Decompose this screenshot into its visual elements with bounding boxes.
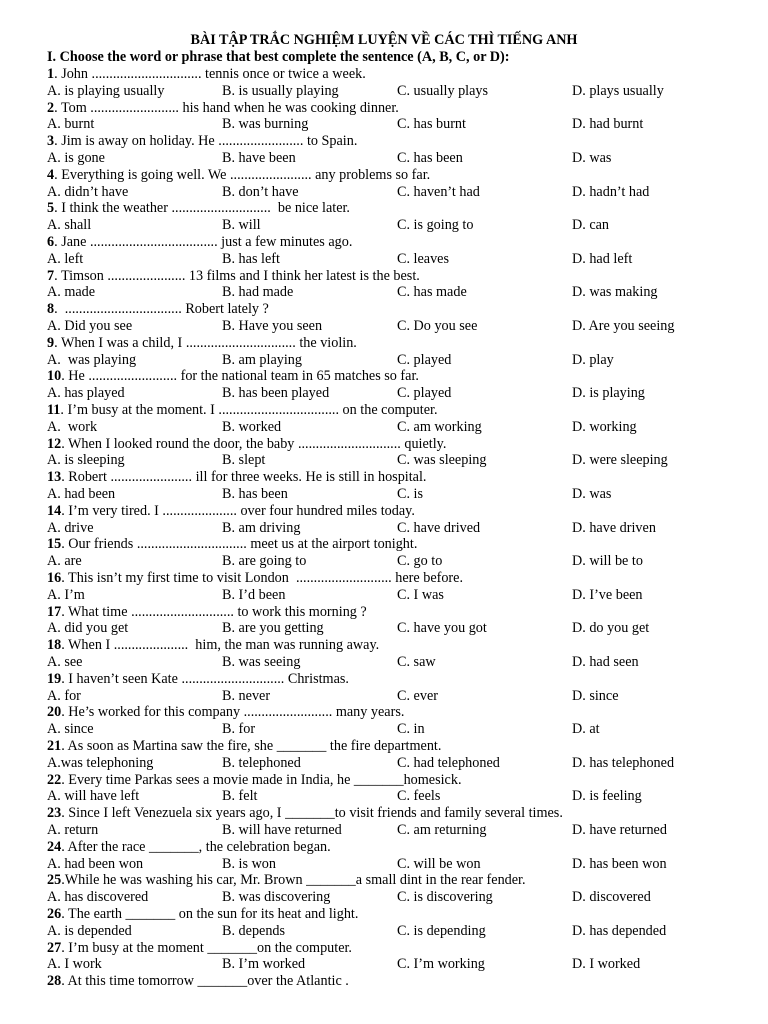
option-a[interactable]: A. I work: [47, 956, 102, 973]
question-stem: [47, 469, 426, 486]
question-text: The earth _______ on the sun for its heat and light.: [68, 906, 359, 922]
question-number: 18: [47, 637, 62, 654]
question-number: 16: [47, 570, 62, 586]
option-c[interactable]: C. usually plays: [397, 82, 489, 99]
question-text: Jane .................................... just a few minutes ago.: [61, 234, 353, 250]
question-number: 25: [47, 872, 62, 889]
answer-options: [0, 318, 768, 335]
question-number: 28: [47, 973, 62, 990]
question-separator: .: [61, 536, 69, 553]
question-separator: .: [54, 200, 62, 217]
question-stem: [47, 872, 526, 889]
option-b[interactable]: B. worked: [222, 418, 282, 435]
question-text: When I was a child, I ............................... the violin.: [60, 334, 357, 351]
question-separator: .: [61, 637, 69, 654]
question-number: 26: [47, 906, 62, 922]
question-separator: .: [54, 234, 62, 250]
question-stem: [47, 436, 446, 453]
question-text: While he was washing his car, Mr. Brown _______a small dint in the rear fender.: [64, 872, 526, 889]
question-text: Jim is away on holiday. He ........................ to Spain.: [61, 133, 358, 150]
question-stem: [47, 200, 350, 217]
answer-options: [0, 486, 768, 503]
question-text: Everything is going well. We ....................... any problems so far.: [61, 166, 431, 183]
worksheet-title: BÀI TẬP TRẮC NGHIỆM LUYỆN VỀ CÁC THÌ TIẾNG ANH: [190, 32, 578, 48]
option-a[interactable]: A. is depended: [47, 922, 132, 939]
option-d[interactable]: D. at: [572, 721, 600, 738]
question-text: I’m very tired. I ..................... over four hundred miles today.: [68, 502, 415, 519]
option-d[interactable]: D. has depended: [572, 922, 667, 939]
option-c[interactable]: C. am working: [397, 418, 482, 435]
question-number: 13: [47, 469, 62, 486]
question-separator: .: [61, 670, 69, 687]
answer-options: [0, 755, 768, 772]
question-number: 8: [47, 301, 55, 318]
option-a[interactable]: A. has discovered: [47, 889, 149, 906]
question-separator: .: [61, 973, 68, 990]
option-a[interactable]: A. shall: [47, 217, 92, 234]
option-d[interactable]: D. had left: [572, 250, 633, 267]
answer-options: [0, 419, 768, 436]
question-stem: [47, 66, 366, 83]
option-d[interactable]: D. Are you seeing: [572, 318, 675, 334]
question-stem: [47, 268, 420, 285]
question-stem: [47, 536, 417, 553]
question-number: 11: [47, 402, 61, 418]
option-c[interactable]: C. haven’t had: [397, 183, 480, 200]
option-c[interactable]: C. played: [397, 351, 452, 368]
option-b[interactable]: B. is usually playing: [222, 82, 339, 99]
option-d[interactable]: D. working: [572, 418, 637, 435]
option-c[interactable]: C. saw: [397, 654, 436, 670]
option-c[interactable]: C. am returning: [397, 822, 487, 838]
option-c[interactable]: C. is depending: [397, 922, 486, 939]
answer-options: [0, 889, 768, 906]
option-a[interactable]: A. will have left: [47, 788, 140, 805]
question-text: What time ............................. to work this morning ?: [68, 603, 367, 620]
question-text: At this time tomorrow _______over the Atlantic .: [67, 973, 349, 990]
option-c[interactable]: C. I’m working: [397, 956, 485, 973]
question-text: Since I left Venezuela six years ago, I _______to visit friends and family several times.: [68, 805, 563, 822]
question-separator: .: [54, 166, 62, 183]
answer-options: [0, 251, 768, 268]
option-b[interactable]: B. Have you seen: [222, 318, 323, 334]
option-a[interactable]: A. had been: [47, 486, 116, 502]
answer-options: [0, 654, 768, 671]
option-a[interactable]: A.was telephoning: [47, 754, 154, 771]
option-a[interactable]: A. burnt: [47, 116, 95, 133]
answer-options: [0, 587, 768, 604]
question-separator: .: [61, 570, 69, 586]
question-text: ................................. Robert lately ?: [64, 301, 269, 318]
question-separator: .: [61, 939, 69, 956]
question-text: When I looked round the door, the baby ............................. quietly.: [68, 435, 447, 452]
option-b[interactable]: B. I’m worked: [222, 956, 306, 973]
question-separator: .: [54, 267, 61, 284]
question-separator: .: [61, 738, 68, 754]
question-number: 24: [47, 838, 62, 855]
question-separator: .: [61, 469, 69, 486]
question-separator: .: [61, 872, 65, 889]
question-number: 22: [47, 771, 62, 788]
question-number: 7: [47, 267, 55, 284]
question-number: 9: [47, 334, 55, 351]
answer-options: [0, 116, 768, 133]
option-c[interactable]: C. played: [397, 385, 452, 402]
answer-options: [0, 620, 768, 637]
question-number: 12: [47, 435, 62, 452]
option-b[interactable]: B. was burning: [222, 116, 309, 133]
option-d[interactable]: D. has telephoned: [572, 754, 675, 771]
option-c[interactable]: C. had telephoned: [397, 754, 500, 771]
question-separator: .: [61, 502, 69, 519]
question-separator: .: [54, 334, 61, 351]
option-c[interactable]: C. has been: [397, 150, 463, 166]
answer-options: [0, 385, 768, 402]
answer-options: [0, 553, 768, 570]
option-c[interactable]: C. was sleeping: [397, 452, 487, 469]
question-stem: [47, 402, 438, 419]
question-separator: .: [61, 771, 69, 788]
option-b[interactable]: B. am driving: [222, 519, 301, 536]
option-b[interactable]: B. felt: [222, 788, 258, 805]
option-a[interactable]: A. for: [47, 687, 81, 704]
option-a[interactable]: A. did you get: [47, 620, 129, 637]
option-c[interactable]: C. feels: [397, 788, 441, 805]
question-text: When I ..................... him, the man was running away.: [68, 637, 380, 654]
question-text: Our friends ............................... meet us at the airport tonight.: [68, 536, 418, 553]
question-number: 3: [47, 133, 55, 150]
question-number: 21: [47, 738, 62, 754]
answer-options: [0, 83, 768, 100]
option-b[interactable]: B. has left: [222, 250, 280, 267]
option-d[interactable]: D. is feeling: [572, 788, 642, 805]
question-separator: .: [54, 301, 65, 318]
question-number: 4: [47, 166, 55, 183]
option-a[interactable]: A. I’m: [47, 586, 85, 603]
question-stem: [47, 671, 349, 688]
option-a[interactable]: A. since: [47, 721, 94, 738]
question-number: 20: [47, 704, 62, 721]
question-text: This isn’t my first time to visit London ........................... here before.: [68, 570, 464, 586]
option-b[interactable]: B. depends: [222, 922, 286, 939]
option-a[interactable]: A. made: [47, 284, 96, 301]
option-d[interactable]: D. since: [572, 687, 619, 704]
option-d[interactable]: D. was: [572, 150, 612, 166]
option-a[interactable]: A. is playing usually: [47, 82, 165, 99]
answer-options: [0, 352, 768, 369]
option-b[interactable]: B. slept: [222, 452, 266, 469]
option-b[interactable]: B. had made: [222, 284, 294, 301]
option-b[interactable]: B. was seeing: [222, 654, 301, 670]
question-number: 23: [47, 805, 62, 822]
option-c[interactable]: C. has burnt: [397, 116, 466, 133]
option-a[interactable]: A. is gone: [47, 150, 105, 166]
question-text: I’m busy at the moment _______on the computer.: [68, 939, 352, 956]
option-d[interactable]: D. had seen: [572, 654, 639, 670]
option-a[interactable]: A. see: [47, 654, 83, 670]
option-d[interactable]: D. has been won: [572, 855, 667, 872]
question-stem: [47, 940, 352, 957]
option-d[interactable]: D. were sleeping: [572, 452, 668, 469]
option-b[interactable]: B. telephoned: [222, 754, 301, 771]
option-d[interactable]: D. I’ve been: [572, 586, 643, 603]
option-a[interactable]: A. Did you see: [47, 318, 133, 334]
question-number: 10: [47, 368, 62, 385]
option-b[interactable]: B. have been: [222, 150, 296, 166]
question-separator: .: [54, 133, 62, 150]
option-d[interactable]: D. can: [572, 217, 610, 234]
question-stem: [47, 368, 419, 385]
answer-options: [0, 856, 768, 873]
question-separator: .: [61, 603, 69, 620]
section-instruction: I. Choose the word or phrase that best complete the sentence (A, B, C, or D):: [47, 49, 510, 65]
answer-options: [0, 956, 768, 973]
question-number: 27: [47, 939, 62, 956]
question-separator: .: [54, 99, 61, 116]
option-a[interactable]: A. work: [47, 418, 98, 435]
question-text: I haven’t seen Kate ............................. Christmas.: [68, 670, 349, 687]
option-b[interactable]: B. will have returned: [222, 822, 342, 838]
question-number: 15: [47, 536, 62, 553]
option-d[interactable]: D. is playing: [572, 385, 645, 402]
answer-options: [0, 150, 768, 167]
option-c[interactable]: C. Do you see: [397, 318, 478, 334]
option-b[interactable]: B. is won: [222, 855, 276, 872]
option-b[interactable]: B. I’d been: [222, 586, 286, 603]
question-stem: [47, 973, 349, 990]
option-a[interactable]: A. was playing: [47, 351, 137, 368]
option-d[interactable]: D. discovered: [572, 889, 651, 906]
option-c[interactable]: C. will be won: [397, 855, 481, 872]
question-stem: [47, 704, 404, 721]
answer-options: [0, 452, 768, 469]
question-text: He’s worked for this company ......................... many years.: [68, 704, 405, 721]
question-stem: [47, 133, 357, 150]
question-stem: [47, 738, 441, 755]
question-separator: .: [61, 368, 69, 385]
option-c[interactable]: C. in: [397, 721, 425, 738]
question-stem: [47, 335, 357, 352]
option-b[interactable]: B. am playing: [222, 351, 302, 368]
option-d[interactable]: D. do you get: [572, 620, 650, 637]
answer-options: [0, 721, 768, 738]
question-text: Timson ...................... 13 films and I think her latest is the best.: [60, 267, 420, 284]
option-b[interactable]: B. don’t have: [222, 183, 299, 200]
option-d[interactable]: D. plays usually: [572, 82, 664, 99]
option-c[interactable]: C. have drived: [397, 519, 481, 536]
question-stem: [47, 167, 430, 184]
option-c[interactable]: C. has made: [397, 284, 467, 301]
question-stem: [47, 301, 269, 318]
answer-options: [0, 688, 768, 705]
option-d[interactable]: D. was: [572, 486, 612, 502]
option-a[interactable]: A. is sleeping: [47, 452, 125, 469]
answer-options: [0, 184, 768, 201]
question-text: I think the weather ............................ be nice later.: [61, 200, 350, 217]
answer-options: [0, 520, 768, 537]
question-stem: [47, 100, 399, 117]
option-b[interactable]: B. for: [222, 721, 256, 738]
option-c[interactable]: C. is discovering: [397, 889, 493, 906]
question-text: Tom ......................... his hand when he was cooking dinner.: [60, 99, 399, 116]
question-separator: .: [61, 805, 69, 822]
option-d[interactable]: D. will be to: [572, 553, 643, 570]
question-text: I’m busy at the moment. I .................................. on the computer.: [67, 402, 438, 418]
question-stem: [47, 503, 415, 520]
answer-options: [0, 284, 768, 301]
option-b[interactable]: B. was discovering: [222, 889, 331, 906]
option-d[interactable]: D. have driven: [572, 519, 656, 536]
option-b[interactable]: B. has been played: [222, 385, 330, 402]
option-a[interactable]: A. has played: [47, 385, 125, 402]
question-stem: [47, 637, 379, 654]
answer-options: [0, 923, 768, 940]
question-stem: [47, 839, 331, 856]
option-c[interactable]: C. leaves: [397, 250, 450, 267]
option-c[interactable]: C. I was: [397, 586, 444, 603]
option-c[interactable]: C. have you got: [397, 620, 487, 637]
question-number: 5: [47, 200, 55, 217]
question-separator: .: [61, 435, 69, 452]
question-stem: [47, 772, 462, 789]
option-b[interactable]: B. never: [222, 687, 271, 704]
question-stem: [47, 234, 352, 251]
question-number: 19: [47, 670, 62, 687]
question-separator: .: [54, 66, 62, 82]
question-text: He ......................... for the national team in 65 matches so far.: [68, 368, 419, 385]
option-a[interactable]: A. drive: [47, 519, 94, 536]
question-text: As soon as Martina saw the fire, she _______ the fire department.: [67, 738, 442, 754]
answer-options: [0, 822, 768, 839]
option-d[interactable]: D. I worked: [572, 956, 641, 973]
question-text: John ............................... tennis once or twice a week.: [61, 66, 366, 82]
answer-options: [0, 217, 768, 234]
question-stem: [47, 604, 367, 621]
option-c[interactable]: C. ever: [397, 687, 438, 704]
question-separator: .: [61, 838, 68, 855]
option-b[interactable]: B. will: [222, 217, 261, 234]
question-stem: [47, 570, 463, 587]
option-b[interactable]: B. are you getting: [222, 620, 324, 637]
option-a[interactable]: A. left: [47, 250, 84, 267]
option-d[interactable]: D. hadn’t had: [572, 183, 650, 200]
option-a[interactable]: A. didn’t have: [47, 183, 129, 200]
question-text: Robert ....................... ill for three weeks. He is still in hospital.: [68, 469, 427, 486]
option-a[interactable]: A. return: [47, 822, 99, 838]
answer-options: [0, 788, 768, 805]
option-d[interactable]: D. had burnt: [572, 116, 644, 133]
option-c[interactable]: C. is: [397, 486, 424, 502]
option-c[interactable]: C. is going to: [397, 217, 474, 234]
option-d[interactable]: D. play: [572, 351, 614, 368]
question-number: 14: [47, 502, 62, 519]
option-d[interactable]: D. was making: [572, 284, 658, 301]
option-c[interactable]: C. go to: [397, 553, 443, 570]
option-d[interactable]: D. have returned: [572, 822, 667, 838]
question-number: 17: [47, 603, 62, 620]
question-stem: [47, 906, 358, 923]
option-b[interactable]: B. are going to: [222, 553, 307, 570]
question-number: 6: [47, 234, 55, 250]
option-a[interactable]: A. had been won: [47, 855, 144, 872]
question-separator: .: [61, 704, 69, 721]
question-separator: .: [61, 906, 69, 922]
question-number: 1: [47, 66, 55, 82]
question-text: After the race _______, the celebration began.: [67, 838, 331, 855]
question-stem: [47, 805, 563, 822]
question-separator: .: [60, 402, 68, 418]
option-a[interactable]: A. are: [47, 553, 82, 570]
option-b[interactable]: B. has been: [222, 486, 288, 502]
question-number: 2: [47, 99, 55, 116]
question-text: Every time Parkas sees a movie made in India, he _______homesick.: [68, 771, 462, 788]
